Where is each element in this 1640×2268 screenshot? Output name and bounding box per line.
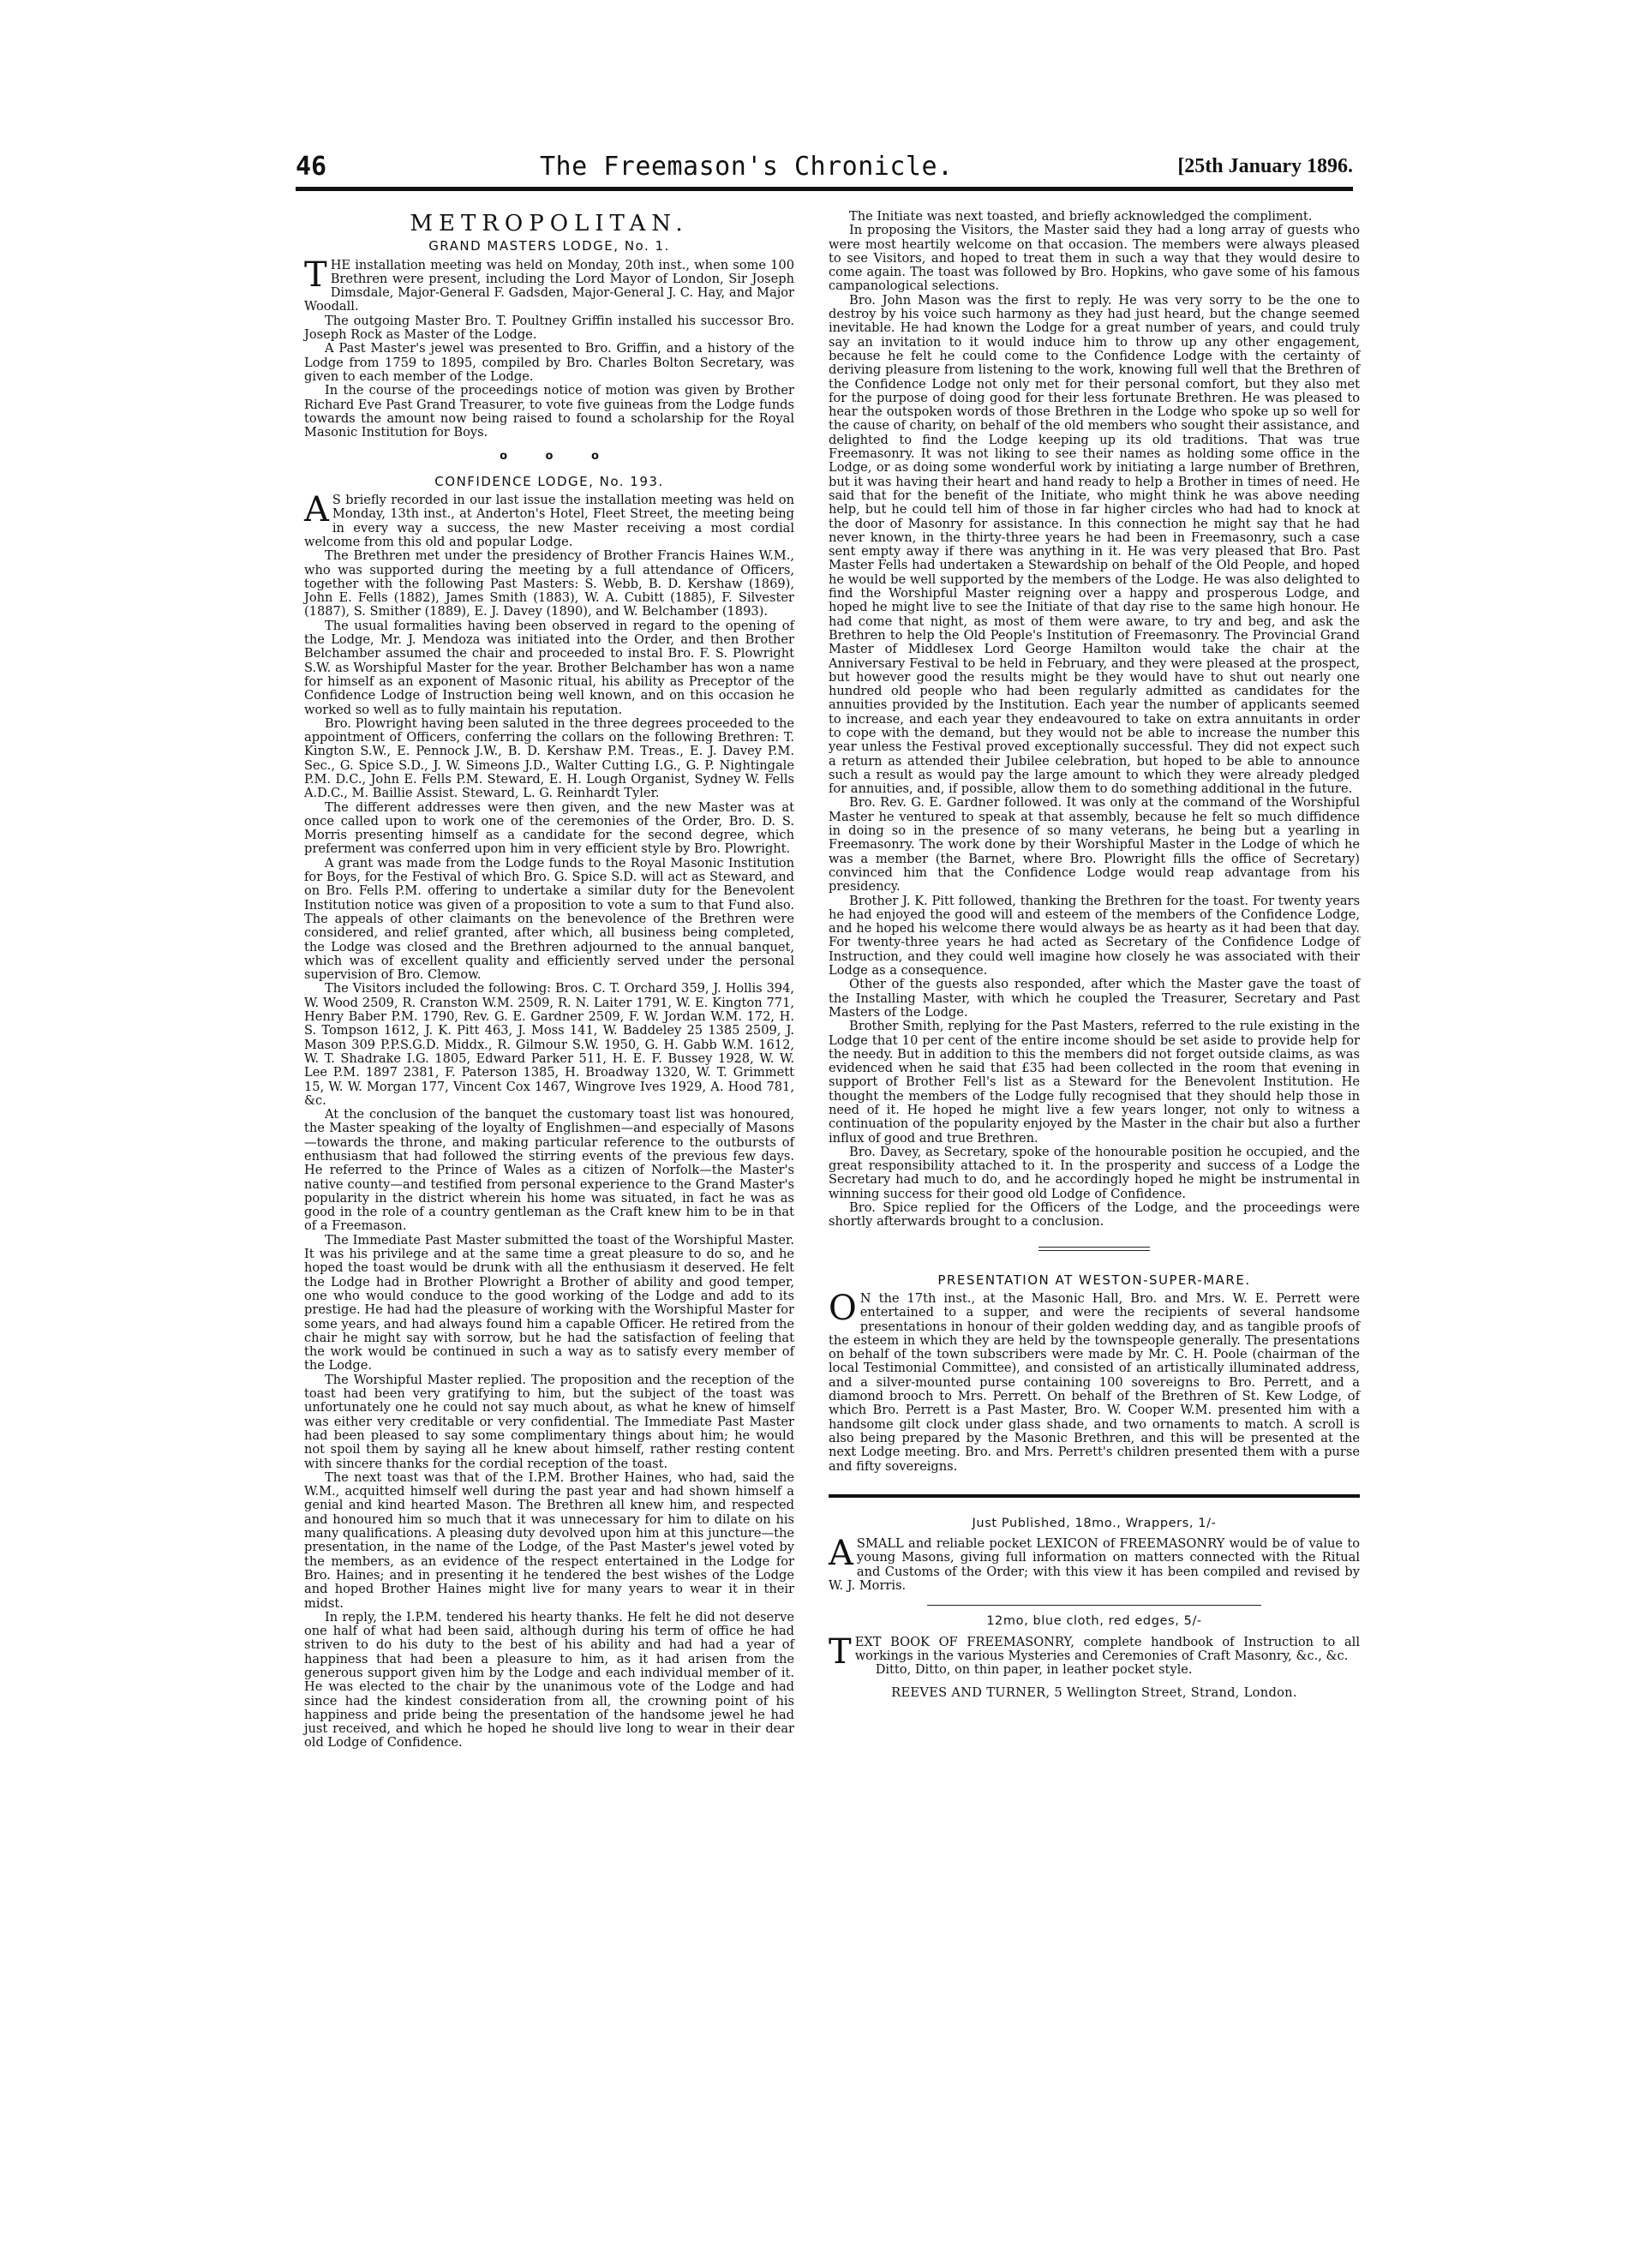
article-paragraph: At the conclusion of the banquet the customary toast list was honoured, the Master speaking of the loyalty of Englishmen—and especially of Masons—towards the throne, and making particular reference to the outbursts of enthusiasm that had followed the stirring events of the previous few days. He referred to the Prince of Wales as a citizen of Norfolk—the Master's native county—and testified from personal experience to the Grand Master's popularity in the district wherein his home was situated, in fact he was as good in the role of a country gentleman as the Craft knew him to be in that of a Freemason. (304, 1107, 794, 1234)
drop-cap: O (829, 1288, 857, 1328)
advertisement-divider (829, 1494, 1360, 1498)
ad-divider (927, 1605, 1261, 1606)
article-paragraph: The Visitors included the following: Bros. C. T. Orchard 359, J. Hollis 394, W. Wood 2509, R. Cranston W.M. 2509, R. N. Laiter 1791, W. E. Kington 771, Henry Baber P.M. 1790, Rev. G. E. Gardner 2509, F. W. Jordan W.M. 172, H. S. Tompson 1612, J. K. Pitt 463, J. Moss 141, W. Baddeley 25 1385 2509, J. Mason 309 P.P.S.G.D. Middx., R. Gilmour S.W. 1950, G. H. Gabb W.M. 1612, W. T. Shadrake I.G. 1805, Edward Parker 511, H. E. F. Bussey 1928, W. W. Lee P.M. 1897 2381, F. Paterson 1385, H. Broadway 1320, W. T. Grimmett 15, W. W. Morgan 177, Vincent Cox 1467, Wingrove Ives 1929, A. Hood 781, &c. (304, 981, 794, 1108)
weston-heading: PRESENTATION AT WESTON-SUPER-MARE. (937, 1272, 1251, 1288)
drop-cap: T (304, 254, 327, 295)
section-ornament: o o o (500, 450, 599, 464)
article-paragraph: THE installation meeting was held on Monday, 20th inst., when some 100 Brethren were present, including the Lord Mayor of London, Sir Joseph Dimsdale, Major-General F. Gadsden, Major-General J. C. Hay, and Major Woodall. (304, 254, 794, 314)
article-paragraph: In the course of the proceedings notice of motion was given by Brother Richard Eve Past Grand Treasurer, to vote five guineas from the Lodge funds towards the amount now being raised to found a scholarship for the Royal Masonic Institution for Boys. (304, 383, 794, 440)
article-paragraph: The Initiate was next toasted, and briefly acknowledged the compliment. (849, 209, 1313, 224)
ad-subtext: Ditto, Ditto, on thin paper, in leather pocket style. (875, 1662, 1193, 1678)
article-paragraph: Bro. Davey, as Secretary, spoke of the honourable position he occupied, and the great responsibility attached to it. In the prosperity and success of a Lodge the Secretary had much to do, and he accordingly hoped he might be instrumental in winning success for their good old Lodge of Confidence. (829, 1144, 1360, 1201)
confidence-lodge-heading: CONFIDENCE LODGE, No. 193. (434, 473, 664, 489)
right-column (829, 210, 1360, 1700)
article-paragraph: The Worshipful Master replied. The proposition and the reception of the toast had been very gratifying to him, but the subject of the toast was unfortunately one he could not say much about, as what he knew of himself was either very creditable or very confidential. The Immediate Past Master had been pleased to say some complimentary things about him; he would not spoil them by saying all he knew about himself, rather resting content with sincere thanks for the cordial reception of the toast. (304, 1372, 794, 1471)
article-paragraph: The usual formalities having been observed in regard to the opening of the Lodge, Mr. J. Mendoza was initiated into the Order, and then Brother Belchamber assumed the chair and proceeded to instal Bro. F. S. Plowright S.W. as Worshipful Master for the year. Brother Belchamber has won a name for himself as an exponent of Masonic ritual, his ability as Preceptor of the Confidence Lodge of Instruction being well known, and on this occasion he worked so well as to fully maintain his reputation. (304, 618, 794, 717)
page-number: 46 (296, 152, 327, 182)
article-paragraph: The next toast was that of the I.P.M. Brother Haines, who had, said the W.M., acquitted himself well during the past year and had shown himself a genial and kind hearted Mason. The Brethren all knew him, and respected and honoured him so much that it was unnecessary for him to dilate on his many qualifications. A pleasing duty devolved upon him at this juncture—the presentation, in the name of the Lodge, of the Past Master's jewel voted by the members, as an evidence of the respect entertained in the Lodge for Bro. Haines; and in presenting it he tendered the best wishes of the Lodge and hoped Brother Haines might live for many years to wear it in their midst. (304, 1469, 794, 1611)
publisher-imprint: REEVES AND TURNER, 5 Wellington Street, Strand, London. (891, 1685, 1297, 1700)
article-paragraph: In proposing the Visitors, the Master said they had a long array of guests who were most heartily welcome on that occasion. The members were always pleased to see Visitors, and hoped to treat them in such a way that they would desire to come again. The toast was followed by Bro. Hopkins, who gave some of his famous campanological selections. (829, 223, 1360, 294)
issue-date: [25th January 1896. (1177, 155, 1353, 177)
article-paragraph: Bro. Rev. G. E. Gardner followed. It was only at the command of the Worshipful Master he ventured to speak at that assembly, because he felt so much diffidence in doing so in the presence of so many veterans, he being but a yearling in Freemasonry. The work done by their Worshipful Master in the Lodge of which he was a member (the Barnet, where Bro. Plowright fills the office of Secretary) convinced him that the Confidence Lodge would reap advantage from his presidency. (829, 795, 1360, 895)
drop-cap: T (829, 1631, 852, 1672)
article-paragraph: The different addresses were then given, and the new Master was at once called upon to work one of the ceremonies of the Order, Bro. D. S. Morris presenting himself as a candidate for the second degree, which preferment was conferred upon him in very efficient style by Bro. Plowright. (304, 799, 794, 857)
ad-heading-textbook: 12mo, blue cloth, red edges, 5/- (986, 1614, 1202, 1629)
article-paragraph: Brother J. K. Pitt followed, thanking the Brethren for the toast. For twenty years he had enjoyed the good will and esteem of the members of the Confidence Lodge, and he hoped his welcome there would always be as hearty as it had been that day. For twenty-three years he had acted as Secretary of the Confidence Lodge of Instruction, and they could well imagine how closely he was associated with their Lodge as a consequence. (829, 893, 1360, 978)
article-paragraph: A grant was made from the Lodge funds to the Royal Masonic Institution for Boys, for the Festival of which Bro. G. Spice S.D. will act as Steward, and on Bro. Fells P.M. offering to undertake a similar duty for the Benevolent Institution notice was given of a proposition to vote a sum to that Fund also. The appeals of other claimants on the benevolence of the Brethren were considered, and relief granted, after which, all business being completed, the Lodge was closed and the Brethren adjourned to the annual banquet, which was of excellent quality and efficiently served under the personal supervision of Bro. Clemow. (304, 855, 794, 983)
article-paragraph: O N the 17th inst., at the Masonic Hall, Bro. and Mrs. W. E. Perrett were entertained to a supper, and were the recipients of several handsome presentations in honour of their golden wedding day, and as tangible proofs of the esteem in which they are held by the townspeople generally. The presentations on behalf of the town subscribers were made by Mr. C. H. Poole (chairman of the local Testimonial Committee), and consisted of an artistically illuminated address, and a silver-mounted purse containing 100 sovereigns to Bro. Perrett, and a diamond brooch to Mrs. Perrett. On behalf of the Brethren of St. Kew Lodge, of which Bro. Perrett is a Past Master, Bro. W. Cooper W.M. presented him with a handsome gilt clock under glass shade, and two ornaments to match. A scroll is also being prepared by the Masonic Brethren, and this will be presented at the next Lodge meeting. Bro. and Mrs. Perrett's children presented them with a purse and fifty sovereigns. (829, 1288, 1360, 1474)
article-paragraph: A Past Master's jewel was presented to Bro. Griffin, and a history of the Lodge from 1759 to 1895, compiled by Bro. Charles Bolton Secretary, was given to each member of the Lodge. (304, 341, 794, 384)
ad-text-lexicon: ASMALL and reliable pocket LEXICON of FREEMASONRY would be of value to young Masons, giving full information on matters connected with the Ritual and Customs of the Order; with this view it has been compiled and revised by W. J. Morris. (829, 1534, 1360, 1594)
article-paragraph: In reply, the I.P.M. tendered his hearty thanks. He felt he did not deserve one half of what had been said, although during his term of office he had striven to do his duty to the best of his ability and had had a year of happiness that had been a pleasure to him, as it had arisen from the generous support given him by the Lodge and each individual member of it. He was elected to the chair by the unanimous vote of the Lodge and had since had the kindest consideration from all, the crowning point of his happiness and pride being the presentation of the handsome jewel he had just received, and which he hoped he should live long to wear in their dear old Lodge of Confidence. (304, 1609, 794, 1750)
masthead (296, 152, 1353, 186)
ad-heading-lexicon: Just Published, 18mo., Wrappers, 1/- (972, 1516, 1217, 1530)
masthead-rule (296, 187, 1353, 191)
article-paragraph: Brother Smith, replying for the Past Masters, referred to the rule existing in the Lodge that 10 per cent of the entire income should be set aside to provide help for the needy. But in addition to this the members did not forget outside claims, as was evidenced when he said that £35 had been collected in the room that evening in support of Brother Fell's list as a Steward for the Benevolent Institution. He thought the members of the Lodge fully recognised that they should help those in need of it. He hoped he might live a few years longer, not only to witness a continuation of the popularity enjoyed by the Master in the chair but also a further influx of good and true Brethren. (829, 1019, 1360, 1146)
drop-cap: A (829, 1534, 853, 1574)
article-paragraph: Bro. Plowright having been saluted in the three degrees proceeded to the appointment of Officers, conferring the collars on the following Brethren: T. Kington S.W., E. Pennock J.W., B. D. Kershaw P.M. Treas., E. J. Davey P.M. Sec., G. Spice S.D., J. W. Simeons J.D., Walter Cutting I.G., G. P. Nightingale P.M. D.C., John E. Fells P.M. Steward, E. H. Lough Organist, Sydney W. Fells A.D.C., M. Baillie Assist. Steward, L. G. Reinhardt Tyler. (304, 715, 794, 801)
article-paragraph: A S briefly recorded in our last issue the installation meeting was held on Monday, 13th inst., at Anderton's Hotel, Fleet Street, the meeting being in every way a success, the new Master receiving a most cordial welcome from this old and popular Lodge. (304, 490, 794, 549)
drop-cap: A (304, 490, 329, 530)
grand-masters-heading: GRAND MASTERS LODGE, No. 1. (428, 238, 670, 254)
publication-title: The Freemason's Chronicle. (540, 152, 954, 182)
section-divider (1038, 1247, 1150, 1251)
article-paragraph: The Immediate Past Master submitted the toast of the Worshipful Master. It was his privilege and at the same time a great pleasure to do so, and he hoped the toast would be drunk with all the enthusiasm it deserved. He felt the Lodge had in Brother Plowright a Brother of ability and good temper, one who would conduce to the good working of the Lodge and add to its prestige. He had had the pleasure of working with the Worshipful Master for some years, and had always found him a capable Officer. He retired from the chair he might say with sorrow, but he had the satisfaction of feeling that the work would be continued in such a way as to satisfy every member of the Lodge. (304, 1232, 794, 1373)
section-title: METROPOLITAN. (410, 211, 689, 236)
ad-text-textbook: TEXT BOOK OF FREEMASONRY, complete handbook of Instruction to all workings in the various Mysteries and Ceremonies of Craft Masonry, &c., &c. (829, 1631, 1360, 1672)
article-paragraph: The outgoing Master Bro. T. Poultney Griffin installed his successor Bro. Joseph Rock as Master of the Lodge. (304, 313, 794, 343)
article-paragraph: Other of the guests also responded, after which the Master gave the toast of the Installing Master, with which he coupled the Treasurer, Secretary and Past Masters of the Lodge. (829, 977, 1360, 1020)
article-paragraph: Bro. John Mason was the first to reply. He was very sorry to be the one to destroy by his voice such harmony as they had just heard, but the change seemed inevitable. He had known the Lodge for a great number of years, and could truly say an invitation to it would induce him to throw up any other engagement, because he felt he could come to the Confidence Lodge with the certainty of deriving pleasure from listening to the work, knowing full well that the Brethren of the Confidence Lodge not only met for their personal comfort, but they also met for the purpose of doing good for their less fortunate Brethren. He was pleased to hear the outspoken words of those Brethren in the Lodge who spoke up so well for the cause of charity, on behalf of the old members who sought their assistance, and delighted to find the Lodge keeping up its old traditions. That was true Freemasonry. It was not liking to see their names as holding some office in the Lodge, or as doing some wonderful work by initiating a large number of Brethren, but it was having their heart and hand ready to help a Brother in times of need. He said that for the benefit of the Initiate, who might think he was above needing help, but he could tell him of those in far higher circles who had had to knock at the door of Masonry for assistance. In this connection he might say that he had never known, in the thirty-three years he had been in Freemasonry, such a case sent empty away if there was anything in it. He was very pleased that Bro. Past Master Fells had undertaken a Stewardship on behalf of the Old People, and hoped he would be well supported by the members of the Lodge. He was also delighted to find the Worshipful Master reigning over a happy and prosperous Lodge, and hoped he might live to see the Initiate of that day rise to the same high honour. He had come that night, as most of them were aware, to try and beg, and ask the Brethren to help the Old People's Institution of Freemasonry. The Provincial Grand Master of Middlesex Lord George Hamilton would take the chair at the Anniversary Festival to be held in February, and they were pleased at the prospect, but however good the results might be they would have to shut out nearly one hundred old people who had been regularly admitted as candidates for the annuities provided by the Institution. Each year the number of applicants seemed to increase, and each year they endeavoured to take on extra annuitants in order to cope with the demand, but they would not be able to increase the number this year unless the Festival proved exceptionally successful. They did not expect such a return as attended their Jubilee celebration, but hoped to be able to announce such a result as would pay the large amount to which they were already pledged for annuities, and, if possible, allow them to do something additional in the future. (829, 292, 1360, 797)
left-column (304, 210, 794, 1750)
article-paragraph: Bro. Spice replied for the Officers of the Lodge, and the proceedings were shortly afterwards brought to a conclusion. (829, 1200, 1360, 1230)
article-paragraph: The Brethren met under the presidency of Brother Francis Haines W.M., who was supported during the meeting by a full attendance of Officers, together with the following Past Masters: S. Webb, B. D. Kershaw (1869), John E. Fells (1882), James Smith (1883), W. A. Cubitt (1885), F. Silvester (1887), S. Smither (1889), E. J. Davey (1890), and W. Belchamber (1893). (304, 548, 794, 619)
